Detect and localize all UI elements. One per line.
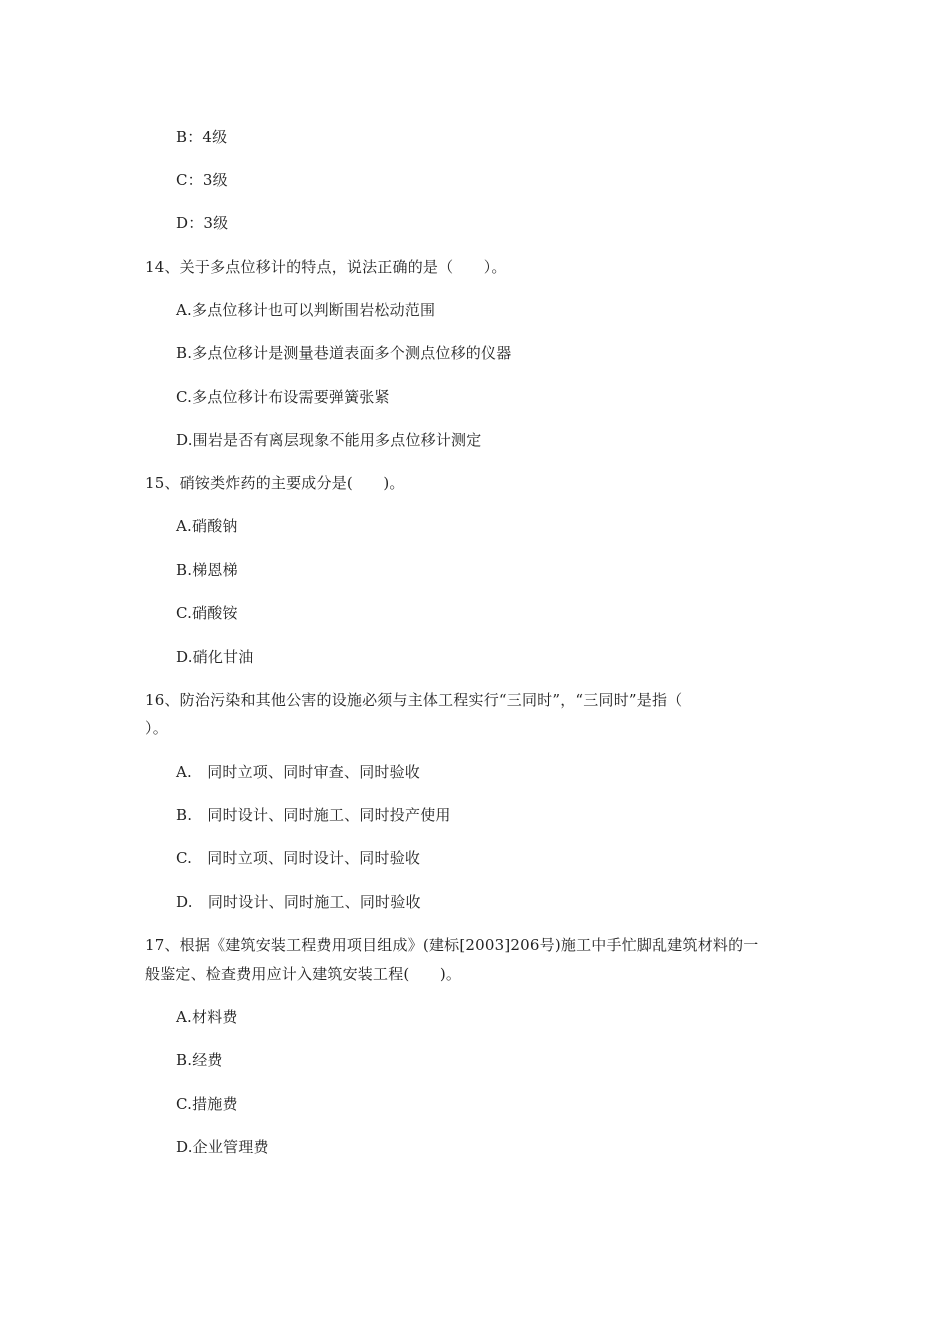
option-c-prev: C：3级 [176, 171, 228, 189]
question-15-option-a: A.硝酸钠 [176, 517, 238, 535]
question-15-option-d: D.硝化甘油 [176, 648, 254, 666]
question-16-stem-line2: ）。 [145, 719, 168, 737]
option-d-prev: D：3级 [176, 214, 229, 232]
question-16-option-b: B. 同时设计、同时施工、同时投产使用 [176, 806, 451, 824]
question-17-stem-line1: 17、根据《建筑安装工程费用项目组成》(建标[2003]206号)施工中手忙脚乱建筑材料的一 [145, 936, 759, 954]
question-16-option-a: A. 同时立项、同时审查、同时验收 [176, 763, 421, 781]
question-15-option-c: C.硝酸铵 [176, 604, 238, 622]
question-14-option-b: B.多点位移计是测量巷道表面多个测点位移的仪器 [176, 344, 512, 362]
question-17-stem-line2: 般鉴定、检查费用应计入建筑安装工程( )。 [145, 965, 462, 983]
question-15-option-b: B.梯恩梯 [176, 561, 238, 579]
question-15-stem: 15、硝铵类炸药的主要成分是( )。 [145, 474, 405, 492]
question-17-option-d: D.企业管理费 [176, 1138, 269, 1156]
question-16-option-c: C. 同时立项、同时设计、同时验收 [176, 849, 421, 867]
question-14-option-d: D.围岩是否有离层现象不能用多点位移计测定 [176, 431, 482, 449]
question-17-option-a: A.材料费 [176, 1008, 238, 1026]
question-14-stem: 14、关于多点位移计的特点，说法正确的是（ ）。 [145, 258, 507, 276]
option-b-prev: B：4级 [176, 128, 228, 146]
question-16-stem-line1: 16、防治污染和其他公害的设施必须与主体工程实行“三同时”，“三同时”是指（ [145, 691, 683, 709]
question-17-option-c: C.措施费 [176, 1095, 238, 1113]
question-14-option-c: C.多点位移计布设需要弹簧张紧 [176, 388, 390, 406]
question-16-option-d: D. 同时设计、同时施工、同时验收 [176, 893, 421, 911]
question-17-option-b: B.经费 [176, 1051, 223, 1069]
question-14-option-a: A.多点位移计也可以判断围岩松动范围 [176, 301, 436, 319]
